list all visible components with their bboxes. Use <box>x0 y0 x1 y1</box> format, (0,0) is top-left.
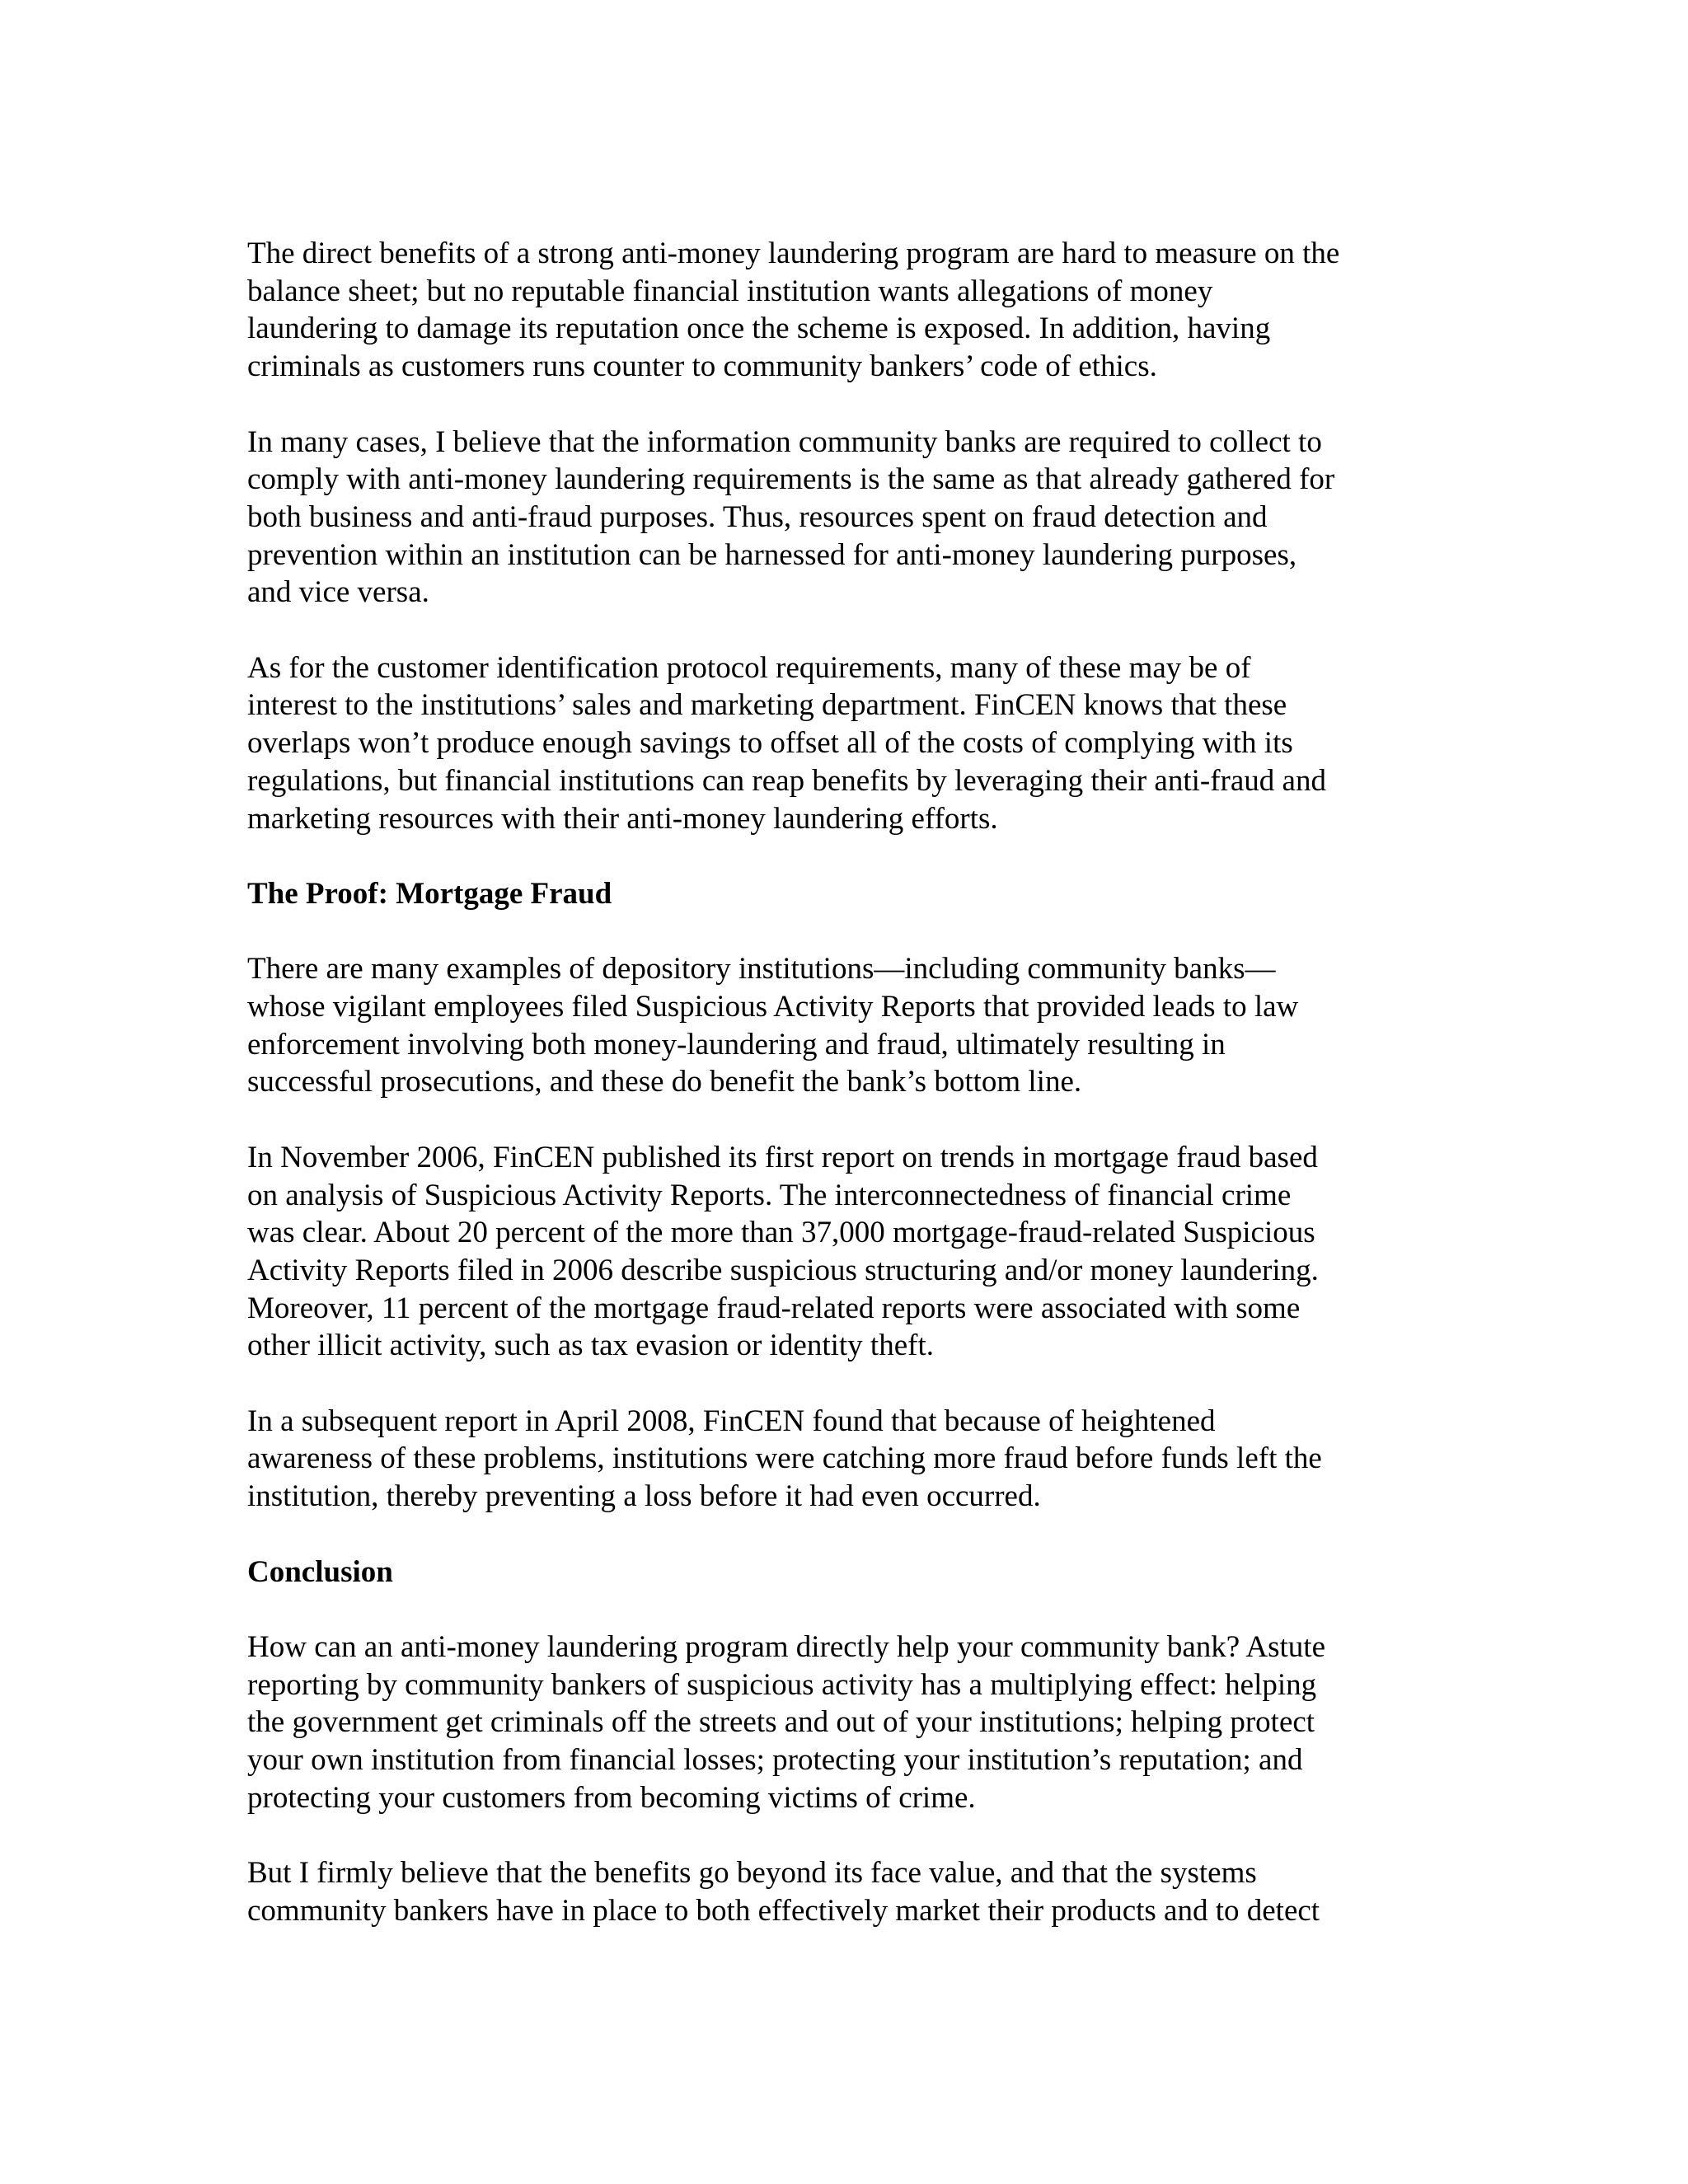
paragraph-april-2008-report <box>247 1403 1451 1516</box>
text-line: your own institution from financial losses; protecting your institution’s reputation; and <box>247 1743 1303 1777</box>
text-line: Moreover, 11 percent of the mortgage fraud-related reports were associated with some <box>247 1291 1301 1325</box>
text-line: comply with anti-money laundering requirements is the same as that already gathered for <box>247 462 1335 497</box>
paragraph-november-2006-report <box>247 1139 1451 1365</box>
text-line: successful prosecutions, and these do benefit the bank’s bottom line. <box>247 1065 1082 1099</box>
text-line: other illicit activity, such as tax evasion or identity theft. <box>247 1329 934 1363</box>
text-line: How can an anti-money laundering program directly help your community bank? Astute <box>247 1629 1326 1664</box>
text-line: the government get criminals off the streets and out of your institutions; helping protect <box>247 1705 1315 1740</box>
text-line: prevention within an institution can be harnessed for anti-money laundering purposes, <box>247 537 1297 572</box>
text-line: both business and anti-fraud purposes. Thus, resources spent on fraud detection and <box>247 499 1268 534</box>
text-line: criminals as customers runs counter to community bankers’ code of ethics. <box>247 349 1157 384</box>
text-line: whose vigilant employees filed Suspicious Activity Reports that provided leads to law <box>247 990 1299 1024</box>
text-line: community bankers have in place to both effectively market their products and to detect <box>247 1893 1320 1928</box>
paragraph-conclusion-benefits <box>247 1854 1451 1929</box>
text-line: In many cases, I believe that the information community banks are required to collect to <box>247 424 1322 459</box>
text-line: The direct benefits of a strong anti-money laundering program are hard to measure on the <box>247 237 1340 270</box>
text-line: In a subsequent report in April 2008, FinCEN found that because of heightened <box>247 1404 1216 1438</box>
text-line: overlaps won’t produce enough savings to offset all of the costs of complying with its <box>247 726 1293 761</box>
paragraph-intro-benefits <box>247 235 1451 386</box>
text-line: But I firmly believe that the benefits go beyond its face value, and that the systems <box>247 1856 1257 1891</box>
section-heading-conclusion: Conclusion <box>247 1554 393 1589</box>
text-line: regulations, but financial institutions can reap benefits by leveraging their anti-fraud and <box>247 763 1326 798</box>
section-heading-proof: The Proof: Mortgage Fraud <box>247 876 612 911</box>
text-line: protecting your customers from becoming victims of crime. <box>247 1780 976 1815</box>
paragraph-depository-examples <box>247 950 1451 1101</box>
text-line: balance sheet; but no reputable financial institution wants allegations of money <box>247 274 1213 308</box>
paragraph-information-collection <box>247 424 1451 612</box>
text-line: on analysis of Suspicious Activity Reports. The interconnectedness of financial crime <box>247 1178 1292 1212</box>
text-line: and vice versa. <box>247 575 429 610</box>
text-line: laundering to damage its reputation once the scheme is exposed. In addition, having <box>247 312 1271 346</box>
text-line: reporting by community bankers of suspicious activity has a multiplying effect: helping <box>247 1667 1317 1702</box>
text-line: As for the customer identification protocol requirements, many of these may be of <box>247 650 1251 685</box>
paragraph-customer-identification <box>247 649 1451 838</box>
text-line: awareness of these problems, institutions were catching more fraud before funds left the <box>247 1441 1322 1476</box>
text-line: In November 2006, FinCEN published its first report on trends in mortgage fraud based <box>247 1140 1318 1174</box>
text-line: There are many examples of depository institutions—including community banks— <box>247 952 1276 987</box>
text-line: interest to the institutions’ sales and marketing department. FinCEN knows that these <box>247 688 1287 723</box>
text-line: Activity Reports filed in 2006 describe suspicious structuring and/or money laundering. <box>247 1253 1319 1287</box>
paragraph-conclusion-help <box>247 1629 1451 1817</box>
text-line: marketing resources with their anti-money laundering efforts. <box>247 801 998 836</box>
text-line: institution, thereby preventing a loss before it had even occurred. <box>247 1479 1041 1514</box>
text-line: enforcement involving both money-laundering and fraud, ultimately resulting in <box>247 1027 1226 1062</box>
document-body <box>247 235 1451 1967</box>
text-line: was clear. About 20 percent of the more than 37,000 mortgage-fraud-related Suspicious <box>247 1216 1315 1250</box>
